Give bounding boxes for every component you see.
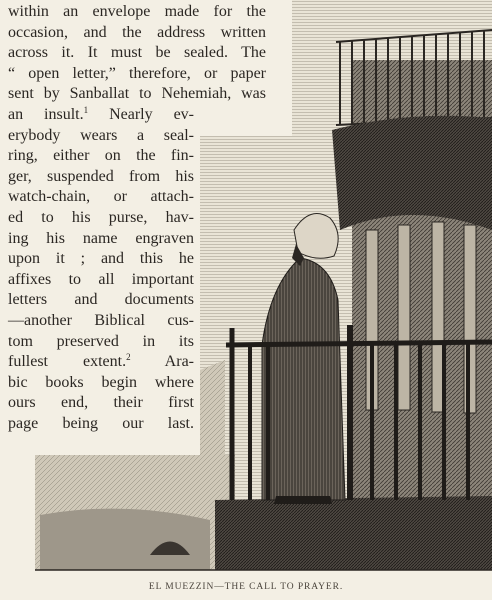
text-line-content: tom preserved in its: [8, 332, 194, 350]
text-line-content: within an envelope made for the: [8, 3, 266, 20]
text-line-content: ours end, their first: [8, 394, 194, 412]
text-line-content: across it. It must be sealed. The: [8, 44, 266, 62]
footnote-marker: 2: [126, 352, 131, 363]
text-line-content: sent by Sanballat to Nehemiah, was: [8, 85, 266, 103]
text-line-content: “ open letter,” therefore, or paper: [8, 64, 266, 82]
text-line-content: watch-chain, or attach-: [8, 188, 194, 206]
balcony-floor: [215, 496, 492, 570]
text-line-content: ed to his purse, hav-: [8, 208, 194, 226]
footnote-marker: 1: [83, 104, 89, 115]
text-line-content: Ara-: [130, 353, 194, 371]
text-line-content: ing his name engraven: [8, 229, 194, 247]
figure-caption: EL MUEZZIN—THE CALL TO PRAYER.: [148, 582, 344, 592]
text-line-content: an insult.: [8, 105, 84, 123]
muqarnas-band: [332, 116, 492, 230]
text-line-content: affixes to all important: [8, 270, 194, 288]
text-line-content: bic books begin where: [8, 373, 194, 391]
text-line-content: letters and documents: [8, 291, 194, 309]
text-line-content: ring, either on the fin-: [8, 147, 194, 165]
text-line-content: Nearly ev-: [88, 105, 194, 123]
text-line-content: —another Biblical cus-: [8, 311, 194, 329]
text-line-content: erybody wears a seal-: [8, 126, 194, 144]
text-line-content: page being our last.: [8, 414, 194, 432]
text-line-content: ger, suspended from his: [8, 167, 194, 185]
text-line-content: occasion, and the address written: [8, 23, 266, 41]
text-line-content: fullest extent.: [8, 353, 127, 371]
text-line-content: upon it ; and this he: [8, 250, 194, 268]
